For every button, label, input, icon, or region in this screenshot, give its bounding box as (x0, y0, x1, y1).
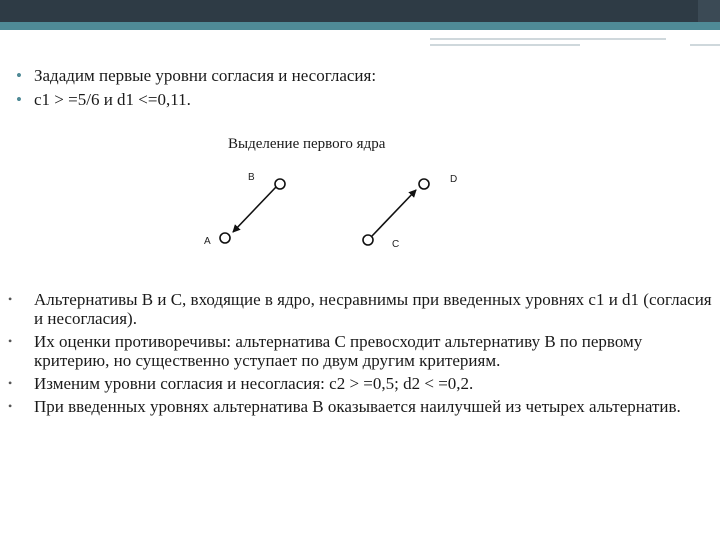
edge-c-to-d (372, 190, 416, 236)
header-deco-line (430, 44, 580, 46)
intro-item: • Зададим первые уровни согласия и несогласия: (16, 64, 376, 88)
intro-list (16, 64, 376, 112)
header-deco-line (430, 38, 666, 40)
edge-b-to-a (233, 187, 276, 232)
node-d (419, 179, 429, 189)
node-label-b: B (248, 172, 255, 183)
bullet-item: • Изменим уровни согласия и несогласия: c2 > =0,5; d2 < =0,2. (34, 374, 714, 393)
kernel-diagram (190, 160, 480, 260)
bullet-item: • Альтернативы B и C, входящие в ядро, несравнимы при введенных уровнях c1 и d1 (согласия и несогласия). (34, 290, 714, 328)
node-a (220, 233, 230, 243)
node-label-d: D (450, 174, 458, 185)
node-label-c: C (392, 239, 400, 250)
header-accent-bar (0, 22, 720, 30)
intro-item: • c1 > =5/6 и d1 <=0,11. (16, 88, 376, 112)
bullet-list (34, 290, 714, 420)
diagram-title: Выделение первого ядра (228, 136, 386, 152)
node-label-a: A (204, 236, 211, 247)
bullet-item: • При введенных уровнях альтернатива B оказывается наилучшей из четырех альтернатив. (34, 397, 714, 416)
header-deco-line (690, 44, 720, 46)
node-b (275, 179, 285, 189)
node-c (363, 235, 373, 245)
header-bar-dark (0, 0, 698, 22)
bullet-item: • Их оценки противоречивы: альтернатива C превосходит альтернативу B по первому критерию, но существенно уступает по двум другим критериям. (34, 332, 714, 370)
